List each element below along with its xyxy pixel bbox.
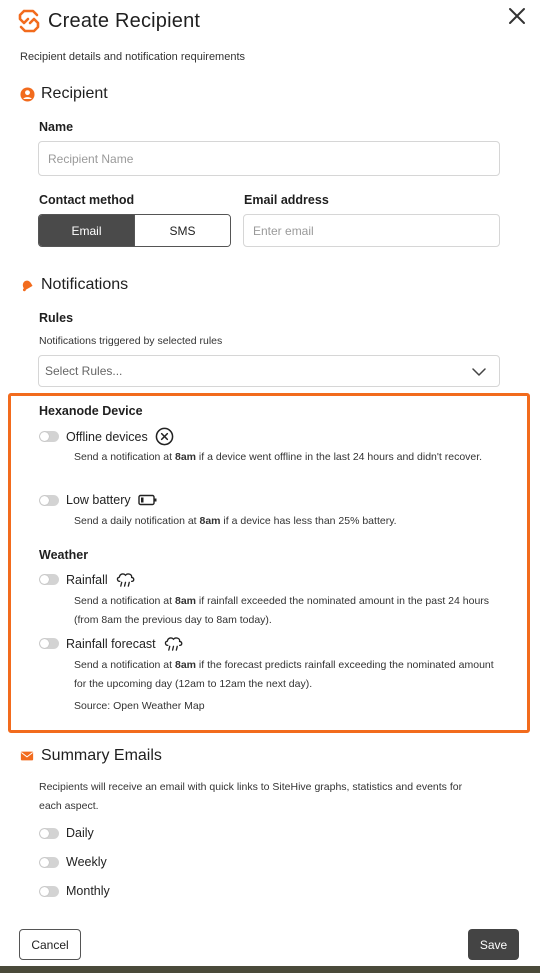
rule-label: Offline devices — [66, 429, 148, 444]
envelope-icon — [19, 748, 35, 764]
contact-method-label: Contact method — [39, 193, 135, 207]
page-title: Create Recipient — [48, 9, 201, 32]
close-icon — [506, 5, 528, 27]
rule-description: Send a notification at 8am if the forecast predicts rainfall exceeding the nominated amount for the upcoming day (12am to 12am the next day). — [74, 659, 494, 690]
rules-label: Rules — [39, 311, 74, 325]
notifications-section-title: Notifications — [41, 276, 129, 293]
contact-sms-option[interactable]: SMS — [134, 215, 230, 246]
rainfall-forecast-toggle[interactable] — [39, 638, 59, 649]
summary-option-label: Weekly — [66, 855, 107, 869]
rule-rainfall — [39, 571, 136, 588]
user-circle-icon — [19, 86, 35, 102]
rule-description: Send a notification at 8am if rainfall exceeded the nominated amount in the past 24 hours (from 8am the previous day to 8am today). — [74, 595, 490, 626]
offline-devices-toggle[interactable] — [39, 431, 59, 442]
cancel-button[interactable]: Cancel — [19, 929, 81, 960]
offline-x-circle-icon — [155, 427, 174, 446]
rainfall-toggle[interactable] — [39, 574, 59, 585]
close-button[interactable] — [506, 5, 528, 27]
rules-select-placeholder: Select Rules... — [45, 364, 123, 378]
summary-option-monthly — [39, 884, 110, 898]
rain-cloud-icon — [163, 635, 184, 652]
sitehive-logo-icon — [16, 8, 42, 34]
chevron-down-icon — [472, 368, 486, 376]
rain-cloud-icon — [115, 571, 136, 588]
summary-option-label: Daily — [66, 826, 94, 840]
summary-section-header — [19, 747, 162, 765]
rule-description: Send a notification at 8am if a device went offline in the last 24 hours and didn't recover. — [74, 451, 483, 463]
dialog-header — [16, 6, 200, 36]
recipient-section-header — [19, 85, 108, 103]
rule-offline-devices — [39, 427, 174, 446]
low-battery-toggle[interactable] — [39, 495, 59, 506]
rule-rainfall-forecast — [39, 635, 184, 652]
page-bottom-bar — [0, 966, 540, 973]
email-address-label: Email address — [244, 193, 329, 207]
recipient-name-input[interactable] — [38, 141, 500, 176]
rules-select[interactable] — [38, 355, 500, 387]
summary-option-weekly — [39, 855, 107, 869]
page-subtitle: Recipient details and notification requirements — [20, 51, 246, 63]
rule-label: Rainfall — [66, 572, 108, 587]
name-label: Name — [39, 120, 74, 134]
rules-help-text: Notifications triggered by selected rules — [39, 335, 223, 347]
recipient-section-title: Recipient — [41, 85, 108, 102]
contact-email-option[interactable]: Email — [39, 215, 134, 246]
monthly-toggle[interactable] — [39, 886, 59, 897]
battery-low-icon — [138, 494, 158, 506]
rule-group-title: Hexanode Device — [39, 404, 143, 418]
save-button[interactable]: Save — [468, 929, 519, 960]
summary-option-label: Monthly — [66, 884, 110, 898]
summary-help-text: Recipients will receive an email with quick links to SiteHive graphs, statistics and events for each aspect. — [39, 781, 463, 812]
rule-low-battery — [39, 493, 158, 507]
rule-group-title: Weather — [39, 548, 89, 562]
rule-label: Low battery — [66, 493, 131, 507]
bell-icon — [19, 277, 35, 293]
rule-label: Rainfall forecast — [66, 636, 156, 651]
email-input[interactable] — [243, 214, 500, 247]
summary-option-daily — [39, 826, 94, 840]
summary-section-title: Summary Emails — [41, 747, 162, 764]
notifications-section-header — [19, 276, 128, 294]
contact-method-toggle — [38, 214, 231, 247]
daily-toggle[interactable] — [39, 828, 59, 839]
rule-description: Send a daily notification at 8am if a device has less than 25% battery. — [74, 515, 397, 527]
weather-source-text: Source: Open Weather Map — [74, 700, 205, 712]
weekly-toggle[interactable] — [39, 857, 59, 868]
